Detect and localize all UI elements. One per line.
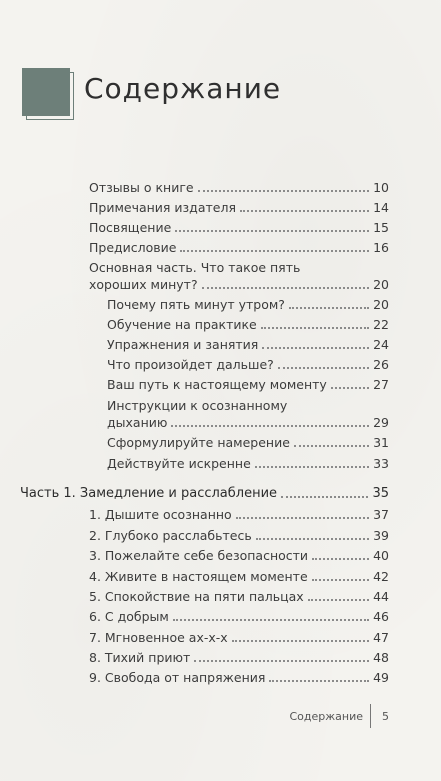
toc-entry-page: 27	[373, 377, 389, 392]
toc-entry-page: 47	[373, 630, 389, 645]
toc-entry-page: 40	[373, 548, 389, 563]
toc-entry-label: 6. С добрым	[89, 609, 169, 624]
toc-entry-page: 42	[373, 569, 389, 584]
toc-entry	[89, 507, 389, 522]
toc-entry-label: Обучение на практике	[107, 317, 257, 332]
toc-entry-label: 7. Мгновенное ах-х-х	[89, 630, 228, 645]
toc-entry-label: Сформулируйте намерение	[107, 435, 290, 450]
toc-entry-page: 20	[373, 277, 389, 292]
dot-leader	[198, 190, 370, 192]
toc-entry-label: Действуйте искренне	[107, 456, 251, 471]
toc-entry	[89, 609, 389, 624]
dot-leader	[289, 307, 369, 309]
title-block	[22, 68, 432, 116]
toc-entry	[89, 240, 389, 255]
toc-entry	[107, 317, 389, 332]
toc-entry-page: 44	[373, 589, 389, 604]
toc-entry-page: 31	[373, 435, 389, 450]
toc-entry-page: 33	[373, 456, 389, 471]
dot-leader	[281, 496, 368, 498]
dot-leader	[173, 619, 369, 621]
dot-leader	[180, 250, 369, 252]
toc-entry-label: Упражнения и занятия	[107, 337, 259, 352]
toc-entry-page: 20	[373, 297, 389, 312]
dot-leader	[312, 558, 369, 560]
toc-entry-label-line1: Основная часть. Что такое пять	[89, 260, 301, 275]
dot-leader	[256, 538, 369, 540]
toc-entry-page: 37	[373, 507, 389, 522]
dot-leader	[278, 367, 369, 369]
toc-entry-label: дыханию	[107, 415, 168, 430]
toc-entry	[89, 220, 389, 235]
toc-entry-label: 4. Живите в настоящем моменте	[89, 569, 308, 584]
dot-leader	[236, 517, 369, 519]
dot-leader	[294, 445, 369, 447]
toc-entry-page: 48	[373, 650, 389, 665]
toc-entry-page: 16	[373, 240, 389, 255]
toc-entry	[107, 377, 389, 392]
toc-entry	[89, 200, 389, 215]
accent-outline	[26, 72, 74, 120]
dot-leader	[175, 230, 369, 232]
toc-entry-label: хороших минут?	[89, 277, 198, 292]
toc-entry-label-line1: Инструкции к осознанному	[107, 398, 288, 413]
page-footer	[0, 704, 441, 728]
toc-entry-page: 35	[372, 486, 389, 501]
toc-entry	[89, 180, 389, 195]
dot-leader	[171, 425, 369, 427]
dot-leader	[202, 287, 369, 289]
footer-section-title: Содержание	[289, 710, 363, 723]
dot-leader	[312, 579, 369, 581]
toc-entry-label: Почему пять минут утром?	[107, 297, 285, 312]
toc-entry-page: 15	[373, 220, 389, 235]
toc-entry	[107, 435, 389, 450]
toc-entry	[89, 589, 389, 604]
toc-entry-page: 26	[373, 357, 389, 372]
toc-entry-page: 39	[373, 528, 389, 543]
toc-entry-label: 3. Пожелайте себе безопасности	[89, 548, 309, 563]
dot-leader	[261, 327, 369, 329]
toc-entry-label: 8. Тихий приют	[89, 650, 191, 665]
toc-entry	[89, 630, 389, 645]
toc-entry-page: 49	[373, 670, 389, 685]
toc-entry	[89, 670, 389, 685]
toc-entry	[89, 548, 389, 563]
toc-entry-label: Отзывы о книге	[89, 180, 194, 195]
toc-entry-page: 29	[373, 415, 389, 430]
toc-entry	[89, 260, 389, 292]
toc-entry-label: Предисловие	[89, 240, 177, 255]
toc-entry	[107, 398, 389, 430]
dot-leader	[240, 210, 369, 212]
toc-entry-label: 5. Спокойствие на пяти пальцах	[89, 589, 304, 604]
toc-entry	[107, 337, 389, 352]
toc-entry-label: 1. Дышите осознанно	[89, 507, 232, 522]
toc-entry-page: 22	[373, 317, 389, 332]
toc-part-heading	[20, 486, 389, 501]
toc-entry-page: 10	[373, 180, 389, 195]
toc-entry-label: Что произойдет дальше?	[107, 357, 274, 372]
footer-page-number: 5	[382, 710, 389, 723]
toc-entry	[89, 650, 389, 665]
toc-entry-label: Ваш путь к настоящему моменту	[107, 377, 327, 392]
toc-entry-page: 14	[373, 200, 389, 215]
dot-leader	[232, 640, 369, 642]
toc-part-label: Часть 1. Замедление и расслабление	[20, 486, 278, 501]
page-title: Содержание	[84, 72, 282, 105]
toc-entry-page: 24	[373, 337, 389, 352]
dot-leader	[262, 347, 369, 349]
toc-entry-label: 2. Глубоко расслабьтесь	[89, 528, 252, 543]
dot-leader	[308, 599, 369, 601]
footer-divider	[370, 704, 371, 728]
toc-entry	[107, 297, 389, 312]
toc-entry-label: Посвящение	[89, 220, 172, 235]
dot-leader	[194, 660, 369, 662]
toc-entry	[89, 528, 389, 543]
dot-leader	[255, 466, 369, 468]
toc-entry-label: Примечания издателя	[89, 200, 236, 215]
toc-entry	[107, 357, 389, 372]
toc-entry	[89, 569, 389, 584]
dot-leader	[269, 680, 369, 682]
dot-leader	[331, 387, 369, 389]
toc-entry-label: 9. Свобода от напряжения	[89, 670, 266, 685]
toc-entry-page: 46	[373, 609, 389, 624]
toc-entry	[107, 456, 389, 471]
